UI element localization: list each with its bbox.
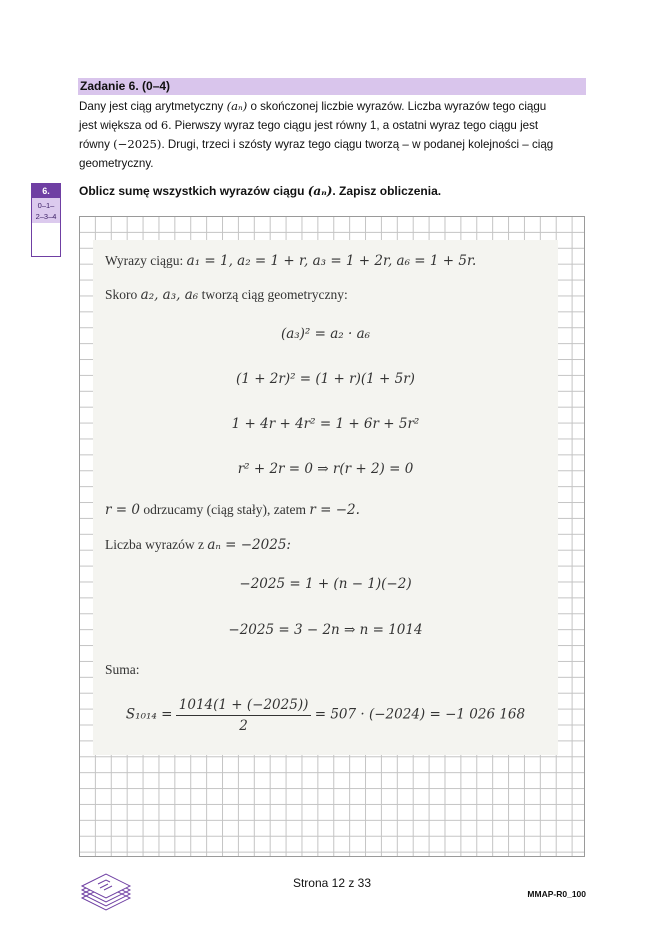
- sum-label: Suma:: [105, 662, 140, 677]
- task-number: 6.: [32, 184, 60, 198]
- solution-terms: Wyrazy ciągu: a₁ = 1, a₂ = 1 + r, a₃ = 1 + 2r, a₆ = 1 + 5r.: [105, 253, 477, 269]
- task-header: Zadanie 6. (0–4): [78, 78, 586, 95]
- page-number: Strona 12 z 33: [292, 876, 372, 890]
- task-intro: [79, 97, 587, 173]
- solution-r-value: r = 0 odrzucamy (ciąg stały), zatem r = −2.: [105, 502, 360, 518]
- task-score-badge: [31, 183, 61, 257]
- intro-line: Dany jest ciąg arytmetyczny (aₙ) o skończonej liczbie wyrazów. Liczba wyrazów tego ciągu: [79, 99, 547, 113]
- solution-geometric-condition: Skoro a₂, a₃, a₆ tworzą ciąg geometryczny:: [105, 287, 348, 303]
- score-range: 0–1– 2–3–4: [32, 198, 60, 223]
- equation-1: (a₃)² = a₂ · a₆: [280, 326, 371, 342]
- equation-6: −2025 = 3 − 2n ⇒ n = 1014: [228, 622, 423, 638]
- solution-box: [93, 240, 558, 755]
- intro-line: równy (−2025). Drugi, trzeci i szósty wyraz tego ciągu tworzą – w podanej kolejności – ciąg: [79, 137, 554, 151]
- equation-4: r² + 2r = 0 ⇒ r(r + 2) = 0: [237, 461, 414, 477]
- equation-2: (1 + 2r)² = (1 + r)(1 + 5r): [236, 371, 415, 387]
- document-code: MMAP-R0_100: [527, 889, 586, 899]
- equation-5: −2025 = 1 + (n − 1)(−2): [239, 576, 412, 592]
- equation-3: 1 + 4r + 4r² = 1 + 6r + 5r²: [231, 416, 420, 432]
- question-text: Oblicz sumę wszystkich wyrazów ciągu (aₙ). Zapisz obliczenia.: [79, 184, 442, 198]
- sum-equation: S₁₀₁₄ = $\frac{1014(1 + (-2025))}{2}$ = 507 · (−2024) = −1 026 168: [125, 697, 526, 734]
- sum-fraction: $\frac{1014(1 + (-2025))}{2}$: [176, 697, 312, 734]
- solution-n-intro: Liczba wyrazów z aₙ = −2025:: [105, 537, 291, 553]
- intro-line: geometryczny.: [79, 157, 154, 170]
- intro-line: jest większa od 6. Pierwszy wyraz tego ciągu jest równy 1, a ostatni wyraz tego ciągu jest: [79, 118, 539, 132]
